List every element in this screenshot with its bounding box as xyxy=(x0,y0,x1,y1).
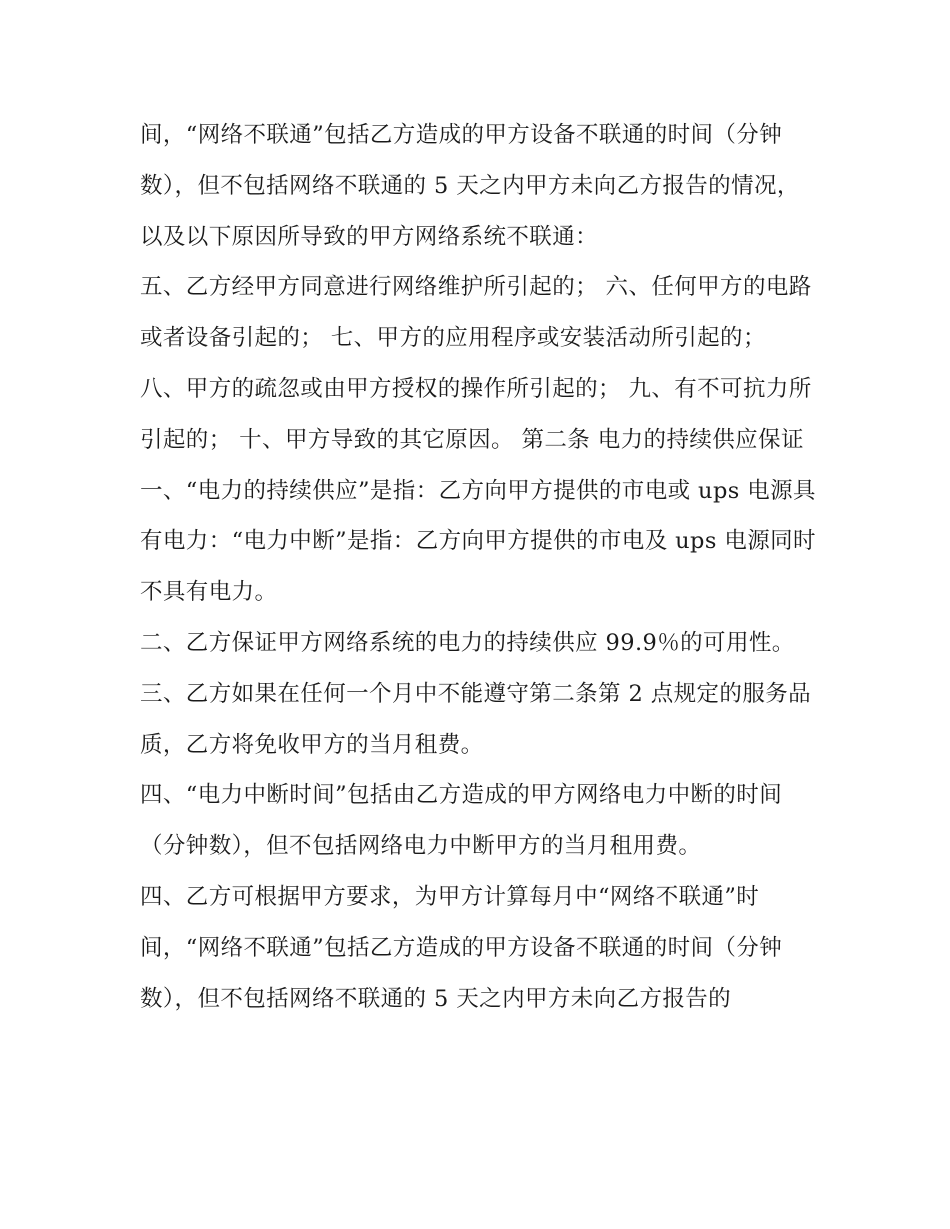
paragraph-1: 间，“网络不联通”包括乙方造成的甲方设备不联通的时间（分钟数），但不包括网络不联通的 5 天之内甲方未向乙方报告的情况，以及以下原因所导致的甲方网络系统不联通： xyxy=(140,122,800,250)
paragraph-5: 二、乙方保证甲方网络系统的电力的持续供应 99.9％的可用性。 三、乙方如果在任何一个月中不能遵守第二条第 2 点规定的服务品质，乙方将免收甲方的当月租费。 xyxy=(140,629,812,758)
paragraph-6: 四、“电力中断时间”包括由乙方造成的甲方网络电力中断的时间（分钟数），但不包括网络电力中断甲方的当月租用费。 xyxy=(140,782,783,860)
paragraph-4: 一、“电力的持续供应”是指：乙方向甲方提供的市电或 ups 电源具有电力：“电力中断”是指：乙方向甲方提供的市电及 ups 电源同时不具有电力。 xyxy=(140,477,816,606)
body-text xyxy=(140,110,820,1024)
paragraph-2: 五、乙方经甲方同意进行网络维护所引起的； 六、任何甲方的电路或者设备引起的； 七、甲方的应用程序或安装活动所引起的； xyxy=(140,274,812,352)
paragraph-3: 八、甲方的疏忽或由甲方授权的操作所引起的； 九、有不可抗力所引起的； 十、甲方导致的其它原因。 第二条 电力的持续供应保证 xyxy=(140,375,812,453)
paragraph-7: 四、乙方可根据甲方要求，为甲方计算每月中“网络不联通”时间，“网络不联通”包括乙方造成的甲方设备不联通的时间（分钟数），但不包括网络不联通的 5 天之内甲方未向乙方报告的 xyxy=(140,883,783,1012)
